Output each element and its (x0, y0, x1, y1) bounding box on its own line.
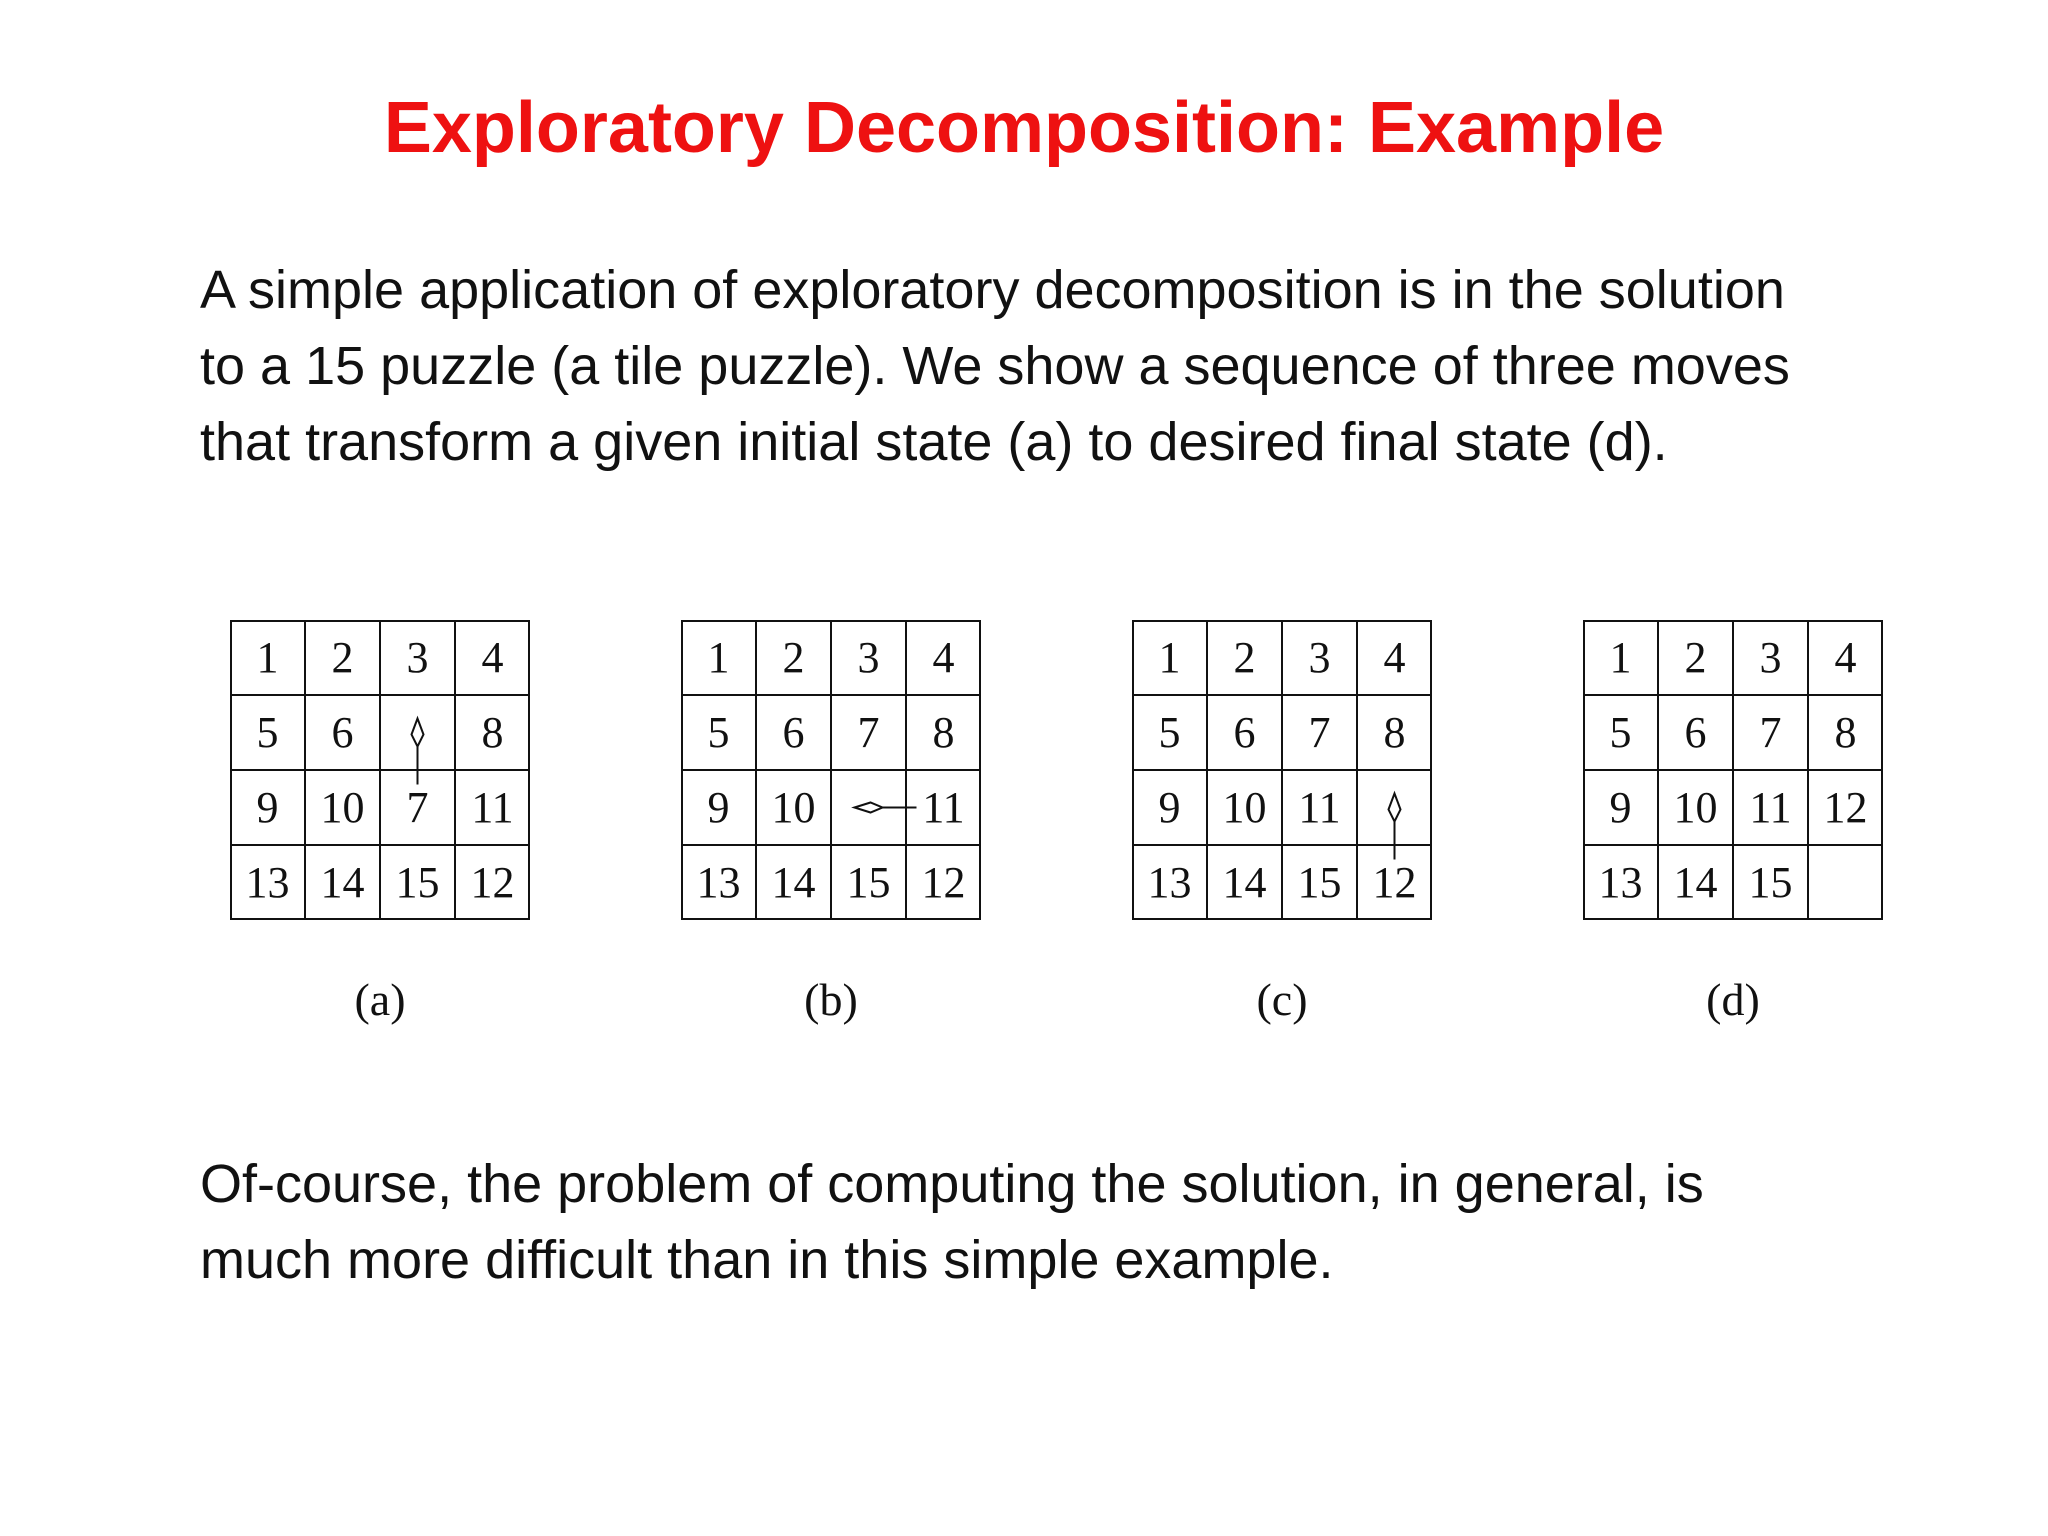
move-arrow-icon (1132, 620, 1432, 920)
puzzle-tile: 6 (1684, 708, 1707, 757)
puzzle-tile: 9 (1609, 783, 1632, 832)
outro-paragraph (200, 1146, 1920, 1298)
move-arrow-icon (681, 620, 981, 920)
puzzle-tile: 13 (1598, 858, 1643, 907)
puzzle-tile: 9 (707, 783, 730, 832)
puzzle-tile: 11 (1749, 783, 1792, 832)
puzzle-tile: 12 (921, 858, 966, 907)
puzzle-tile: 13 (245, 858, 290, 907)
puzzle-tile: 10 (1673, 783, 1718, 832)
puzzle-tile: 8 (481, 708, 504, 757)
puzzle-tile: 14 (771, 858, 816, 907)
puzzle-tile: 8 (1834, 708, 1857, 757)
puzzle-tile: 12 (470, 858, 515, 907)
puzzle-tile: 3 (1308, 633, 1331, 682)
puzzle-tile: 15 (1297, 858, 1342, 907)
arrow-head (855, 803, 883, 813)
puzzle-tile: 10 (771, 783, 816, 832)
puzzle-tile: 4 (481, 633, 504, 682)
puzzle-tile: 6 (782, 708, 805, 757)
puzzle-tile: 4 (1834, 633, 1857, 682)
puzzle-tile: 6 (1233, 708, 1256, 757)
puzzle-b (681, 620, 981, 920)
puzzle-tile: 7 (1308, 708, 1331, 757)
puzzle-tile: 13 (696, 858, 741, 907)
puzzle-tile: 14 (320, 858, 365, 907)
arrow-head (1389, 794, 1401, 822)
puzzle-caption-b: (b) (804, 974, 858, 1025)
puzzle-c (1132, 620, 1432, 920)
puzzle-tile: 5 (256, 708, 279, 757)
puzzle-tile: 2 (1233, 633, 1256, 682)
move-arrow-icon (230, 620, 530, 920)
outro-line: much more difficult than in this simple example. (200, 1230, 1334, 1290)
puzzle-tile: 14 (1673, 858, 1718, 907)
arrow-head (412, 719, 424, 747)
puzzle-tile: 10 (1222, 783, 1267, 832)
puzzle-tile: 2 (1684, 633, 1707, 682)
outro-line: Of-course, the problem of computing the solution, in general, is (200, 1154, 1704, 1214)
puzzle-tile: 3 (857, 633, 880, 682)
puzzle-tile: 1 (1609, 633, 1632, 682)
puzzle-tile: 4 (932, 633, 955, 682)
puzzle-tile: 15 (395, 858, 440, 907)
puzzle-tile: 7 (1759, 708, 1782, 757)
puzzle-tile: 6 (331, 708, 354, 757)
puzzle-tile: 2 (331, 633, 354, 682)
puzzle-tile: 12 (1372, 858, 1417, 907)
slide-title: Exploratory Decomposition: Example (383, 88, 1665, 168)
puzzle-d (1583, 620, 1883, 920)
puzzle-caption-a: (a) (354, 974, 406, 1025)
puzzle-tile: 5 (1609, 708, 1632, 757)
puzzle-tile: 12 (1823, 783, 1868, 832)
puzzle-tile: 4 (1383, 633, 1406, 682)
puzzle-tile: 11 (1298, 783, 1341, 832)
puzzle-tile: 11 (471, 783, 514, 832)
puzzle-tile: 10 (320, 783, 365, 832)
intro-line: to a 15 puzzle (a tile puzzle). We show a sequence of three moves (200, 336, 1790, 396)
puzzle-tile: 9 (256, 783, 279, 832)
puzzle-tile: 1 (256, 633, 279, 682)
puzzle-tile: 1 (1158, 633, 1181, 682)
puzzle-caption-c: (c) (1256, 974, 1308, 1025)
puzzle-tile: 14 (1222, 858, 1267, 907)
puzzle-tile: 5 (707, 708, 730, 757)
intro-paragraph (200, 252, 1920, 480)
puzzle-tile: 15 (1748, 858, 1793, 907)
puzzle-tile: 13 (1147, 858, 1192, 907)
puzzle-caption-d: (d) (1706, 974, 1760, 1025)
puzzle-tile: 2 (782, 633, 805, 682)
puzzle-a (230, 620, 530, 920)
move-arrow-icon (1583, 620, 1883, 920)
puzzle-tile: 7 (406, 783, 429, 832)
puzzle-tile: 8 (932, 708, 955, 757)
puzzle-tile: 8 (1383, 708, 1406, 757)
intro-line: A simple application of exploratory decomposition is in the solution (200, 260, 1785, 320)
puzzle-tile: 9 (1158, 783, 1181, 832)
puzzle-tile: 7 (857, 708, 880, 757)
puzzle-tile: 3 (406, 633, 429, 682)
puzzle-tile: 5 (1158, 708, 1181, 757)
puzzle-tile: 15 (846, 858, 891, 907)
puzzle-tile: 1 (707, 633, 730, 682)
puzzle-tile: 3 (1759, 633, 1782, 682)
intro-line: that transform a given initial state (a) to desired final state (d). (200, 412, 1668, 472)
puzzle-tile: 11 (922, 783, 965, 832)
